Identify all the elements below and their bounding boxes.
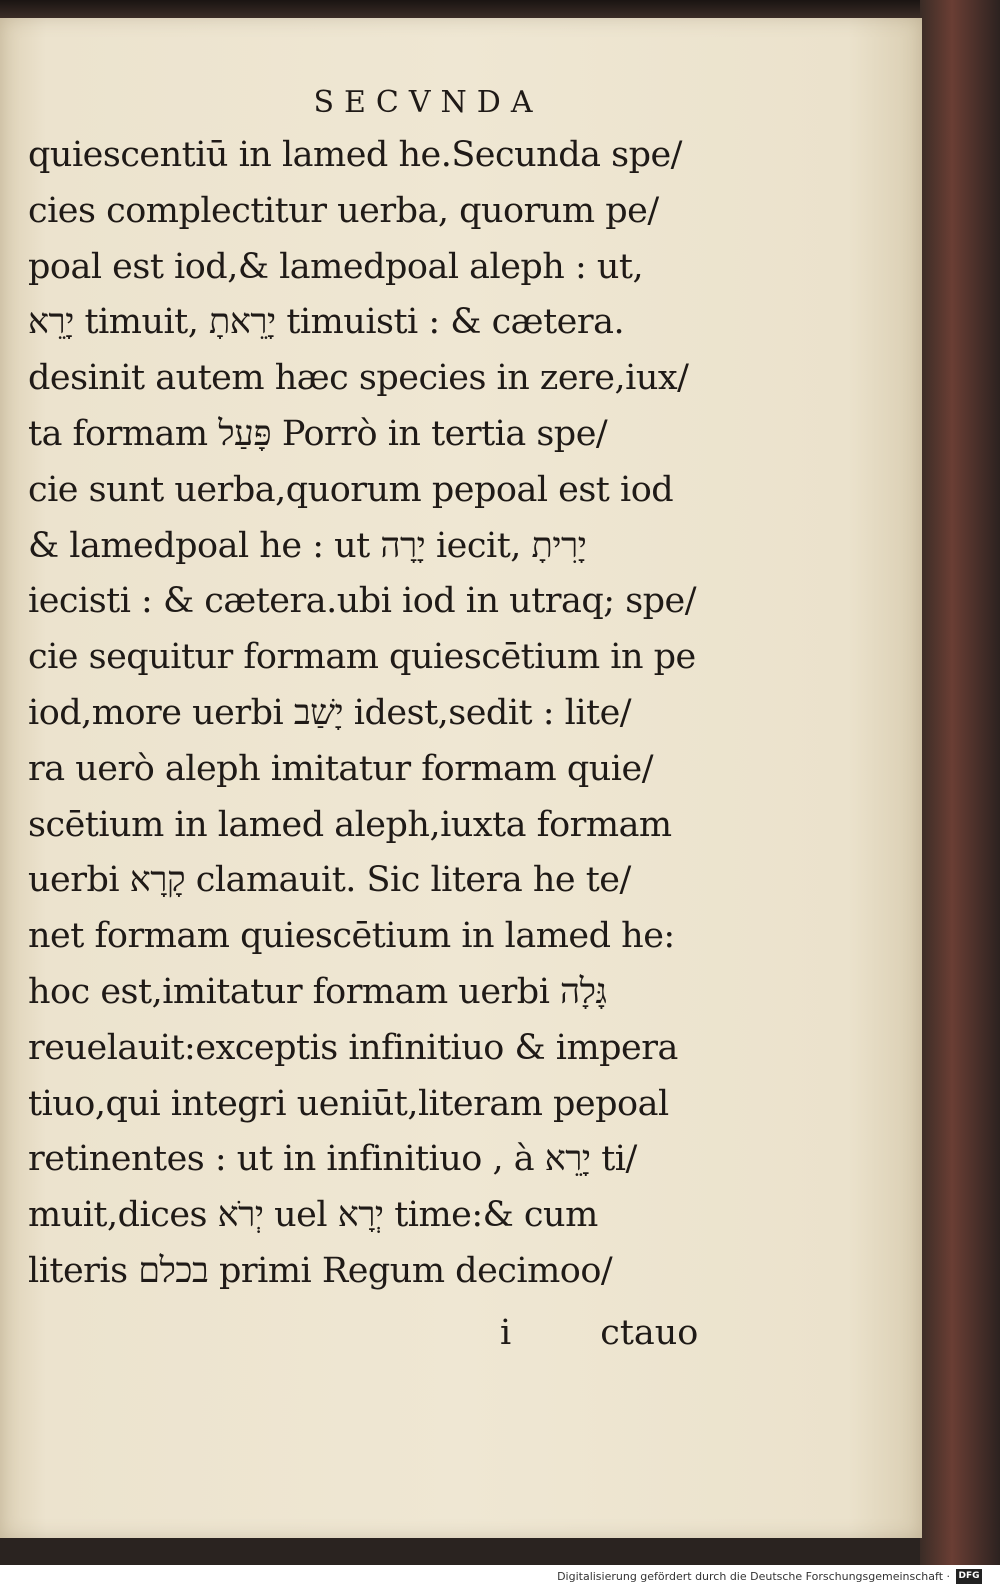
text-line: muit,dices יְרֹא uel יְרָא time:& cum [28, 1195, 598, 1236]
book-edge [920, 0, 1000, 1565]
text-line: tiuo,qui integri ueniūt,literam pepoal [28, 1083, 669, 1124]
text-line: net formam quiescētium in lamed he: [28, 916, 675, 957]
text-line: reuelauit:exceptis infinitiuo & impera [28, 1027, 678, 1068]
text-line: literis בכלם primi Regum decimoo/ [28, 1250, 613, 1291]
text-line: יָרֵא timuit, יָרֵאתָ timuisti : & cætera. [28, 302, 625, 343]
page-footer-marks [500, 1313, 698, 1353]
text-line: scētium in lamed aleph,iuxta formam [28, 804, 672, 845]
text-line: cie sequitur formam quiescētium in pe [28, 637, 696, 678]
text-line: poal est iod,& lamedpoal aleph : ut, [28, 246, 644, 287]
text-line: quiescentiū in lamed he.Secunda spe/ [28, 135, 682, 175]
digitization-footer [0, 1565, 1000, 1591]
catchword: ctauo [600, 1313, 699, 1353]
footer-credit: Digitalisierung gefördert durch die Deutsche Forschungsgemeinschaft · [557, 1570, 950, 1583]
text-line: & lamedpoal he : ut יָרָה iecit, יָרִיתָ [28, 525, 587, 566]
text-line: iod,more uerbi יָשַׁב idest,sedit : lite/ [28, 692, 632, 733]
book-page [0, 18, 922, 1538]
text-line: cies complectitur uerba, quorum pe/ [28, 190, 659, 231]
text-line: desinit autem hæc species in zere,iux/ [28, 358, 689, 399]
text-line: hoc est,imitatur formam uerbi גָּלָה [28, 971, 607, 1012]
text-line: retinentes : ut in infinitiuo , à יָרֵא ti/ [28, 1139, 637, 1180]
scan-background-top [0, 0, 1000, 18]
text-line: ra uerò aleph imitatur formam quie/ [28, 748, 653, 789]
text-line: uerbi קָרָא clamauit. Sic litera he te/ [28, 860, 631, 901]
page-text-block [28, 78, 748, 1300]
text-line: cie sunt uerba,quorum pepoal est iod [28, 469, 674, 510]
running-head: SECVNDA [313, 85, 543, 120]
dfg-logo-icon: DFG [956, 1569, 982, 1584]
text-line: ta formam פָּעַל Porrò in tertia spe/ [28, 413, 608, 454]
signature-mark: i [500, 1313, 512, 1353]
text-line: iecisti : & cætera.ubi iod in utraq; spe/ [28, 581, 697, 622]
